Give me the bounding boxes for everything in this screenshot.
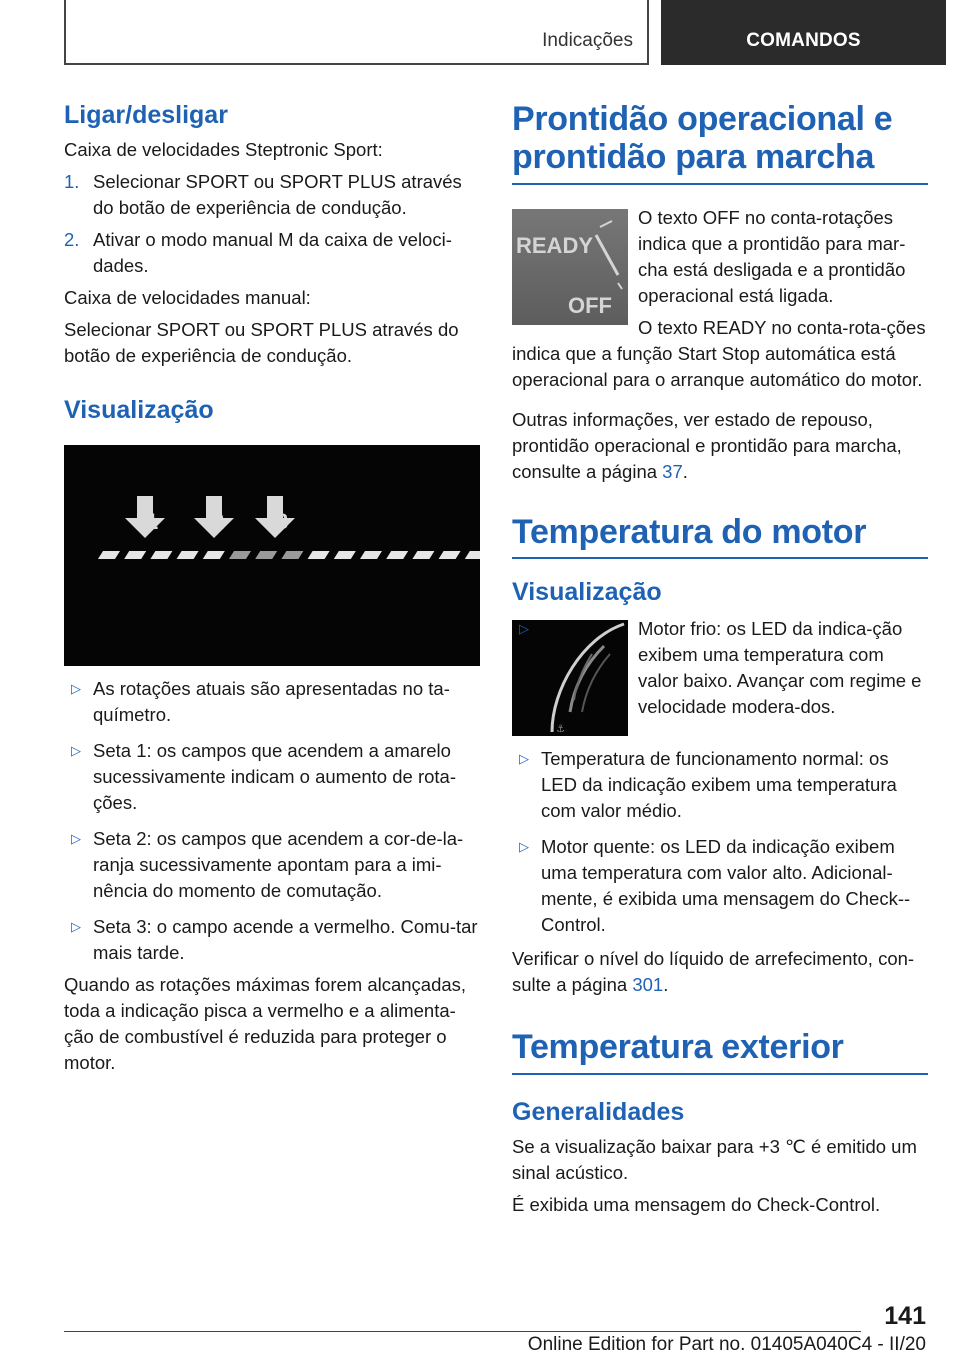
rpm-segment	[98, 551, 120, 559]
page-link-301[interactable]: 301	[632, 974, 664, 996]
heading-ligar-desligar: Ligar/desligar	[64, 101, 228, 129]
heading-temperatura-exterior: Temperatura exterior	[512, 1028, 928, 1074]
list-item: ▷ As rotações atuais são apresentadas no ta-químetro.	[71, 677, 450, 725]
list-item: ▷ Motor quente: os LED da indicação exibem uma temperatura com valor alto. Adicional-mente, é exibida uma mensagem do Check--Control.	[519, 836, 911, 936]
paragraph-ready: O texto READY no conta-rota-ções indica que a função Start Stop automática está operacional para o arranque automático do motor.	[512, 316, 926, 390]
paragraph-manual-text: Selecionar SPORT ou SPORT PLUS através do botão de experiência de condução.	[64, 319, 459, 367]
bullet-triangle-icon: ▷	[519, 751, 529, 767]
arrow-3-label: 3	[276, 508, 289, 534]
paragraph-steptronic: Caixa de velocidades Steptronic Sport:	[64, 139, 383, 161]
step-number: 2.	[64, 229, 80, 251]
rpm-segment	[177, 551, 199, 559]
list-item	[64, 227, 480, 279]
list-item	[64, 169, 480, 221]
rpm-segment	[150, 551, 172, 559]
shift-indicator-figure	[64, 445, 480, 666]
rpm-segment	[203, 551, 225, 559]
header-bar	[64, 0, 649, 65]
footer-edition: Online Edition for Part no. 01405A040C4 - II/20	[527, 1334, 926, 1355]
paragraph-gen-2: É exibida uma mensagem do Check-Control.	[512, 1194, 881, 1216]
paragraph-max-rpm: Quando as rotações máximas forem alcançadas, toda a indicação pisca a vermelho e a alimenta-ção de combustível é reduzida para proteger o motor.	[64, 973, 467, 1073]
left-column	[64, 100, 480, 1076]
bullet-triangle-icon: ▷	[71, 918, 81, 934]
rpm-segment	[412, 551, 434, 559]
section-title: Indicações	[542, 30, 633, 51]
rpm-segment	[386, 551, 408, 559]
rpm-segment	[439, 551, 461, 559]
rpm-segment	[281, 551, 303, 559]
heading-visualizacao: Visualização	[64, 396, 214, 425]
rpm-segment	[124, 551, 146, 559]
chapter-tab: COMANDOS	[661, 0, 946, 65]
rpm-segment	[308, 551, 330, 559]
bullet-triangle-icon: ▷	[71, 830, 81, 846]
arrow-1-label: 1	[146, 508, 159, 534]
rpm-segment	[465, 551, 480, 559]
list-item: ▷ Motor frio: os LED da indica-ção exibem uma temperatura com valor baixo. Avançar com regime e velocidade modera-dos.	[519, 618, 922, 718]
list-item: ▷ Seta 1: os campos que acendem a amarelo sucessivamente indicam o aumento de rota-ções.	[71, 739, 456, 813]
paragraph-outras: Outras informações, ver estado de repouso, prontidão operacional e prontidão para marcha, consulte a página 37.	[512, 408, 902, 482]
heading-visualizacao-motor: Visualização	[512, 578, 662, 607]
ready-label: READY	[516, 232, 594, 258]
rpm-segment	[360, 551, 382, 559]
heading-generalidades: Generalidades	[512, 1097, 685, 1126]
paragraph-gen-1: Se a visualização baixar para +3 ℃ é emitido um sinal acústico.	[512, 1136, 917, 1184]
coolant-icon: ⚓	[556, 724, 565, 736]
step-text: Selecionar SPORT ou SPORT PLUS através do botão de experiência de condução.	[93, 171, 462, 219]
paragraph-off: O texto OFF no conta-rotações indica que a prontidão para mar-cha está desligada e a prontidão operacional está ligada.	[638, 206, 906, 306]
arrow-2-label: 2	[212, 508, 225, 534]
step-number: 1.	[64, 171, 80, 193]
heading-temperatura-motor: Temperatura do motor	[512, 513, 928, 559]
rpm-segment	[255, 551, 277, 559]
right-column	[512, 100, 928, 1218]
arrow-1-icon	[125, 496, 165, 538]
footer-divider	[64, 1331, 861, 1332]
heading-prontidao: Prontidão operacional e prontidão para marcha	[512, 100, 928, 185]
page-number: 141	[884, 1302, 926, 1330]
bullet-triangle-icon: ▷	[71, 680, 81, 696]
list-item: ▷ Seta 2: os campos que acendem a cor-de-la-ranja sucessivamente apontam para a imi-nência do momento de comutação.	[71, 827, 464, 901]
temperature-bullets-1	[512, 616, 928, 720]
arrow-3-icon	[255, 496, 295, 538]
steps-list	[64, 169, 480, 279]
visualizacao-bullets	[64, 676, 480, 966]
bullet-triangle-icon: ▷	[519, 621, 529, 637]
step-text: Ativar o modo manual M da caixa de veloci-dades.	[93, 229, 452, 277]
list-item: ▷ Temperatura de funcionamento normal: os LED da indicação exibem uma temperatura com valor médio.	[519, 748, 897, 822]
paragraph-manual: Caixa de velocidades manual:	[64, 287, 311, 309]
bullet-triangle-icon: ▷	[519, 839, 529, 855]
temperature-bullets-2	[512, 746, 928, 938]
rpm-segments	[98, 551, 480, 559]
bullet-triangle-icon: ▷	[71, 742, 81, 758]
rpm-segment	[334, 551, 356, 559]
page-link-37[interactable]: 37	[662, 460, 683, 482]
rpm-segment	[229, 551, 251, 559]
shift-indicator-illustration	[64, 445, 480, 666]
list-item: ▷ Seta 3: o campo acende a vermelho. Comu-tar mais tarde.	[71, 915, 478, 963]
off-label: OFF	[568, 292, 612, 318]
ready-off-figure	[512, 209, 628, 325]
paragraph-verificar: Verificar o nível do líquido de arrefecimento, con-sulte a página 301.	[512, 948, 915, 996]
